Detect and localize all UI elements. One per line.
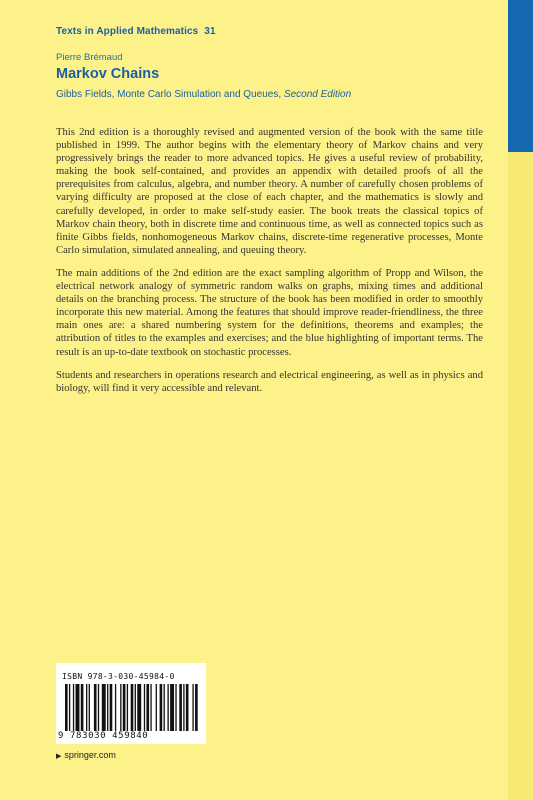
book-title: Markov Chains xyxy=(56,66,160,82)
subtitle-text: Gibbs Fields, Monte Carlo Simulation and Queues, xyxy=(56,89,282,100)
edition-text: Second Edition xyxy=(283,89,352,100)
barcode-bar xyxy=(69,684,70,731)
barcode-box xyxy=(56,663,206,744)
series-color-bar xyxy=(508,0,533,152)
series-number: 31 xyxy=(204,26,216,37)
barcode-bar xyxy=(156,684,157,731)
barcode-bar xyxy=(131,684,134,731)
barcode-bar xyxy=(86,684,87,731)
barcode-bar xyxy=(76,684,80,731)
barcode-bar xyxy=(164,684,165,731)
barcode-bar xyxy=(81,684,84,731)
barcode-bar xyxy=(170,684,174,731)
barcode-bar xyxy=(183,684,184,731)
author-name: Pierre Brémaud xyxy=(56,52,123,63)
series-name: Texts in Applied Mathematics xyxy=(56,26,199,37)
barcode-bar xyxy=(179,684,182,731)
barcode-bar xyxy=(137,684,141,731)
barcode-bar xyxy=(186,684,189,731)
barcode-bar xyxy=(135,684,136,731)
barcode-bar xyxy=(144,684,145,731)
series-line xyxy=(56,26,216,37)
barcode-bar xyxy=(73,684,74,731)
barcode-bar xyxy=(127,684,128,731)
publisher-link[interactable] xyxy=(56,750,116,760)
barcode-bar xyxy=(94,684,97,731)
barcode-bar xyxy=(150,684,151,731)
barcode-digits: 9 783030 459840 xyxy=(58,731,149,741)
barcode-bar xyxy=(192,684,193,731)
arrow-right-icon: ▶ xyxy=(56,753,62,760)
barcode-image xyxy=(65,684,199,731)
publisher-url: springer.com xyxy=(64,750,116,760)
barcode-bar xyxy=(160,684,163,731)
barcode-bar xyxy=(146,684,149,731)
isbn-text: ISBN 978-3-030-45984-0 xyxy=(62,672,175,681)
barcode-bar xyxy=(65,684,68,731)
barcode-bar xyxy=(89,684,90,731)
barcode-bar xyxy=(107,684,108,731)
barcode-bar xyxy=(115,684,116,731)
blurb-paragraph: This 2nd edition is a thoroughly revised and augmented version of the book with the same title published in 1999. The author begins with the elementary theory of Markov chains and very progressively brings the reader to more advanced topics. He gives a useful review of probability, making the book self-contained, and provides an appendix with detailed proofs of all the prerequisites from calculus, algebra, and number theory. A number of carefully chosen problems of varying difficulty are proposed at the close of each chapter, and the mathematics is slowly and carefully developed, in order to make self-study easier. The book treats the classical topics of Markov chain theory, both in discrete time and continuous time, as well as connected topics such as finite Gibbs fields, nonhomogeneous Markov chains, discrete-time regenerative processes, Monte Carlo simulation, simulated annealing, and queuing theory. xyxy=(56,127,483,256)
barcode-bar xyxy=(175,684,176,731)
blurb-paragraph: The main additions of the 2nd edition are the exact sampling algorithm of Propp and Wilson, the electrical network analogy of symmetric random walks on graphs, mixing times and additional details on the branching process. The structure of the book has been modified in order to smoothly incorporate this new material. Among the features that should improve reader-friendliness, the three main ones are: a shared numbering system for the definitions, theorems and examples; the attribution of titles to the examples and exercises; and the blue highlighting of important terms. The result is an up-to-date textbook on stochastic processes. xyxy=(56,267,483,358)
barcode-bar xyxy=(98,684,99,731)
barcode-bar xyxy=(123,684,126,731)
barcode-bar xyxy=(110,684,113,731)
blurb-paragraph: Students and researchers in operations research and electrical engineering, as well as in physics and biology, will find it very accessible and relevant. xyxy=(56,369,483,394)
barcode-bar xyxy=(120,684,121,731)
barcode-bar xyxy=(195,684,198,731)
blurb xyxy=(56,126,483,405)
book-subtitle xyxy=(56,89,351,100)
barcode-bar xyxy=(102,684,106,731)
barcode-bar xyxy=(167,684,168,731)
